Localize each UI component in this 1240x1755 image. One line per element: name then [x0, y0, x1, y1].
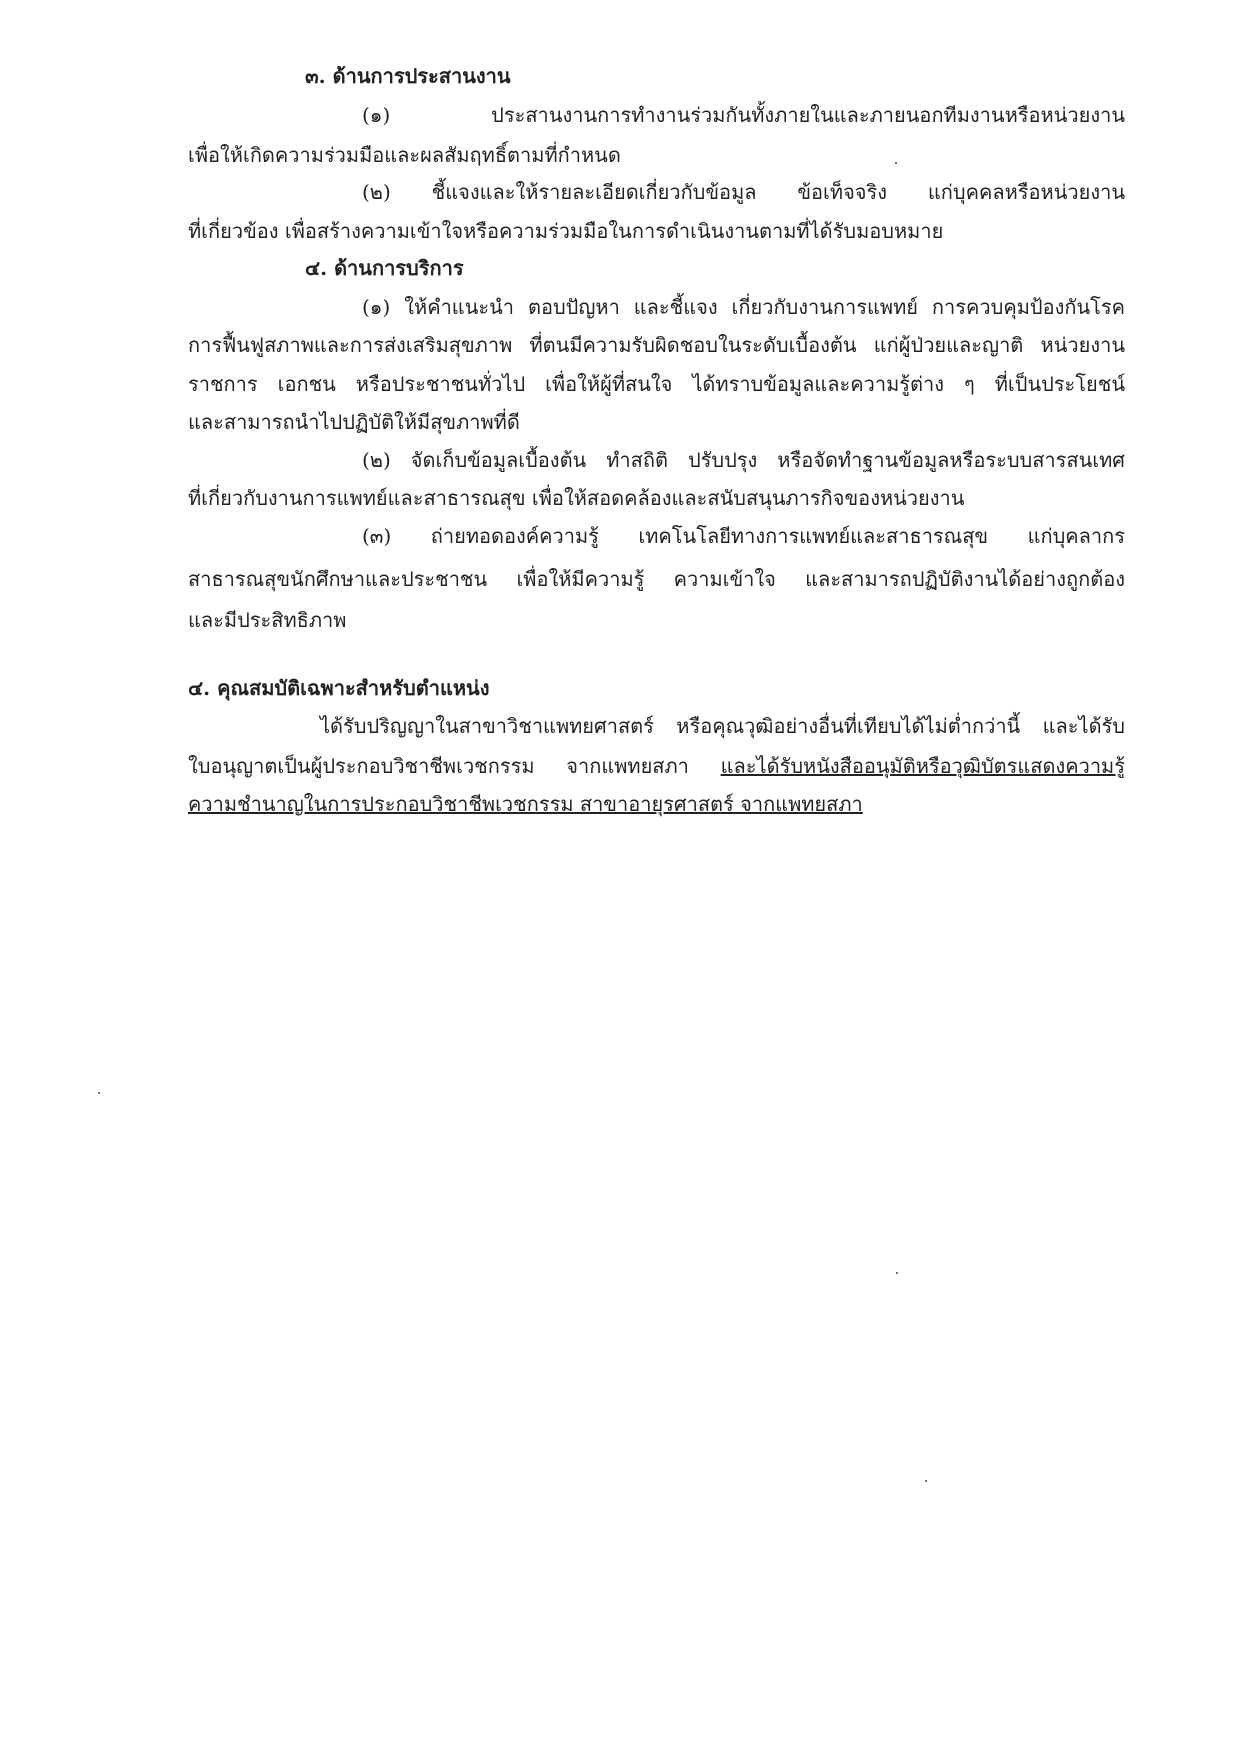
section-3-item-1-line-2: เพื่อให้เกิดความร่วมมือและผลสัมฤทธิ์ตามที่กำหนด [188, 143, 621, 167]
section-4-item-1-line-1: (๑) ให้คำแนะนำ ตอบปัญหา และชี้แจง เกี่ยวกับงานการแพทย์ การควบคุมป้องกันโรค [362, 295, 1125, 319]
scan-speck [895, 162, 897, 164]
section-4-item-1-line-2: การฟื้นฟูสภาพและการส่งเสริมสุขภาพ ที่ตนมีความรับผิดชอบในระดับเบื้องต้น แก่ผู้ป่วยและญาติ หน่วยงาน [188, 333, 1125, 357]
qualifications-line-2 [188, 752, 1125, 780]
scan-speck [925, 1480, 927, 1482]
qualifications-line-3: ความชำนาญในการประกอบวิชาชีพเวชกรรม สาขาอายุรศาสตร์ จากแพทยสภา [188, 792, 863, 816]
section-3-item-2-line-2: ที่เกี่ยวข้อง เพื่อสร้างความเข้าใจหรือความร่วมมือในการดำเนินงานตามที่ได้รับมอบหมาย [188, 219, 944, 243]
qualifications-line-2-underlined: และได้รับหนังสืออนุมัติหรือวุฒิบัตรแสดงความรู้ [720, 754, 1125, 778]
section-3-item-2-line-1: (๒) ชี้แจงและให้รายละเอียดเกี่ยวกับข้อมูล ข้อเท็จจริง แก่บุคคลหรือหน่วยงาน [362, 180, 1125, 204]
section-3-heading: ๓. ด้านการประสานงาน [305, 64, 511, 88]
qualifications-line-1: ได้รับปริญญาในสาขาวิชาแพทยศาสตร์ หรือคุณวุฒิอย่างอื่นที่เทียบได้ไม่ต่ำกว่านี้ และได้รับ [320, 714, 1125, 738]
section-4-item-3-line-3: และมีประสิทธิภาพ [188, 608, 347, 632]
scan-speck [896, 1272, 898, 1274]
section-4-item-3-line-2: สาธารณสุขนักศึกษาและประชาชน เพื่อให้มีความรู้ ความเข้าใจ และสามารถปฏิบัติงานได้อย่างถูกต้อง [188, 567, 1125, 591]
section-4-item-1-line-3: ราชการ เอกชน หรือประชาชนทั่วไป เพื่อให้ผู้ที่สนใจ ได้ทราบข้อมูลและความรู้ต่าง ๆ ที่เป็นประโยชน์ [188, 372, 1125, 396]
section-4-item-1-line-4: และสามารถนำไปปฏิบัติให้มีสุขภาพที่ดี [188, 410, 520, 434]
scan-speck [98, 1092, 100, 1094]
qualifications-heading: ๔. คุณสมบัติเฉพาะสำหรับตำแหน่ง [188, 676, 490, 700]
section-4-item-2-line-2: ที่เกี่ยวกับงานการแพทย์และสาธารณสุข เพื่อให้สอดคล้องและสนับสนุนภารกิจของหน่วยงาน [188, 486, 965, 510]
section-4-item-3-line-1: (๓) ถ่ายทอดองค์ความรู้ เทคโนโลยีทางการแพทย์และสาธารณสุข แก่บุคลากร [362, 524, 1125, 548]
section-3-item-1-line-1: (๑) ประสานงานการทำงานร่วมกันทั้งภายในและภายนอกทีมงานหรือหน่วยงาน [362, 103, 1125, 127]
section-4-heading: ๔. ด้านการบริการ [305, 256, 464, 280]
qualifications-line-2-plain: ใบอนุญาตเป็นผู้ประกอบวิชาชีพเวชกรรม จากแพทยสภา [188, 754, 721, 778]
section-4-item-2-line-1: (๒) จัดเก็บข้อมูลเบื้องต้น ทำสถิติ ปรับปรุง หรือจัดทำฐานข้อมูลหรือระบบสารสนเทศ [362, 448, 1125, 472]
